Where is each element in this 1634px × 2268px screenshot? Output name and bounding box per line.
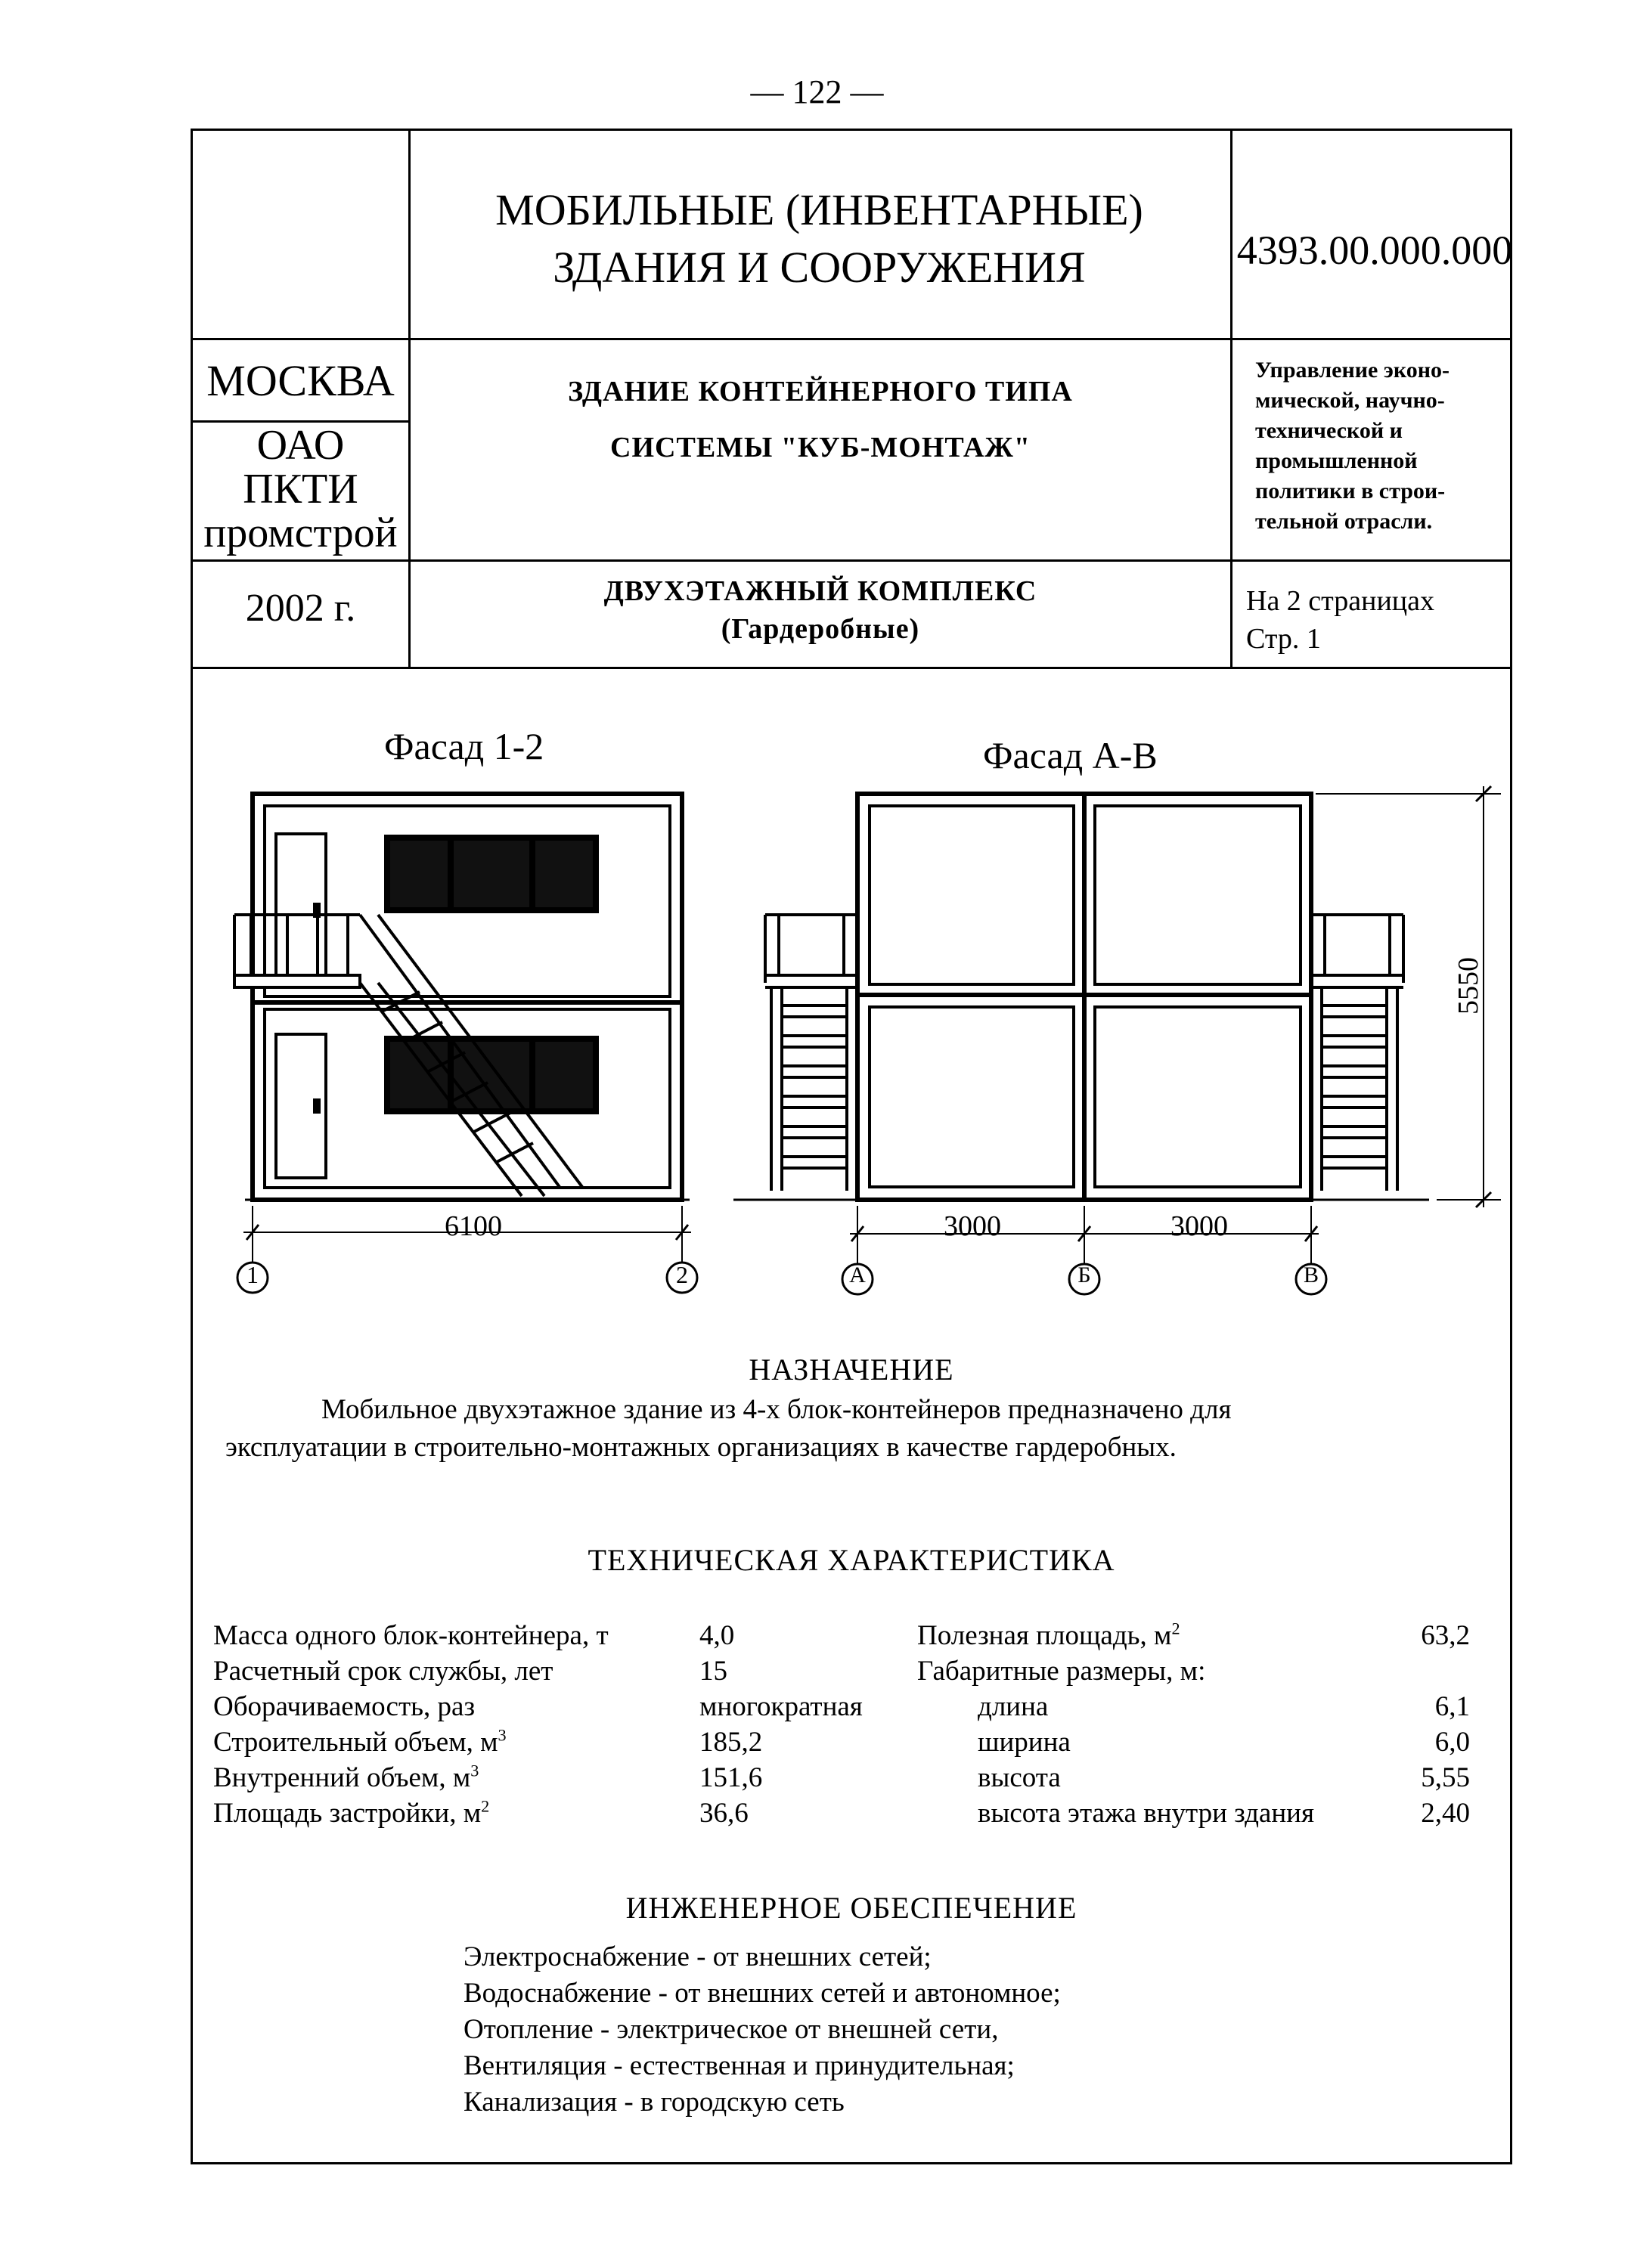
- engineering-item: Отопление - электрическое от внешней сети,: [464, 2014, 999, 2045]
- series-title-line: ЗДАНИЯ И СООРУЖЕНИЯ: [553, 243, 1086, 292]
- engineering-item: Вентиляция - естественная и принудительная;: [464, 2050, 1015, 2081]
- tech-right-labels: [917, 1618, 1314, 1831]
- document-code: 4393.00.000.000: [1236, 228, 1513, 273]
- department-line: технической и: [1255, 418, 1403, 443]
- org-line: ПКТИ: [243, 466, 358, 513]
- purpose-line: эксплуатации в строительно-монтажных организациях в качестве гардеробных.: [225, 1432, 1177, 1463]
- facade-a-v-drawing: [733, 786, 1501, 1294]
- engineering-item: Канализация - в городскую сеть: [464, 2087, 845, 2118]
- spec-label: ширина: [978, 1727, 1071, 1758]
- spec-value: 63,2: [1421, 1620, 1470, 1651]
- spec-label: Полезная площадь, $м^2$: [917, 1619, 1180, 1651]
- purpose-title: НАЗНАЧЕНИЕ: [749, 1352, 954, 1387]
- axis-v-marker: В: [1303, 1263, 1319, 1287]
- spec-value: 2,40: [1421, 1798, 1470, 1829]
- complex-subtitle: (Гардеробные): [721, 613, 920, 645]
- spec-value: 151,6: [699, 1762, 763, 1793]
- year-label: 2002 г.: [245, 587, 356, 630]
- spec-value: 36,6: [699, 1798, 749, 1829]
- dimension-5550: 5550: [1453, 957, 1484, 1015]
- tech-left-labels: [213, 1618, 609, 1831]
- tech-left-values: [699, 1618, 863, 1831]
- facade-a-v-label: Фасад А-В: [983, 734, 1158, 776]
- department-line: тельной отрасли.: [1255, 509, 1433, 534]
- department-line: мической, научно-: [1255, 388, 1445, 413]
- engineering-title: ИНЖЕНЕРНОЕ ОБЕСПЕЧЕНИЕ: [625, 1891, 1077, 1925]
- spec-value: 185,2: [699, 1727, 763, 1758]
- axis-a-marker: А: [849, 1263, 866, 1287]
- page-number: — 122 —: [750, 73, 884, 110]
- spec-label: Оборачиваемость, раз: [213, 1691, 476, 1722]
- tech-title: ТЕХНИЧЕСКАЯ ХАРАКТЕРИСТИКА: [588, 1543, 1115, 1577]
- department-line: политики в строи-: [1255, 479, 1446, 503]
- city-label: МОСКВА: [206, 356, 395, 405]
- tech-right-values: [1391, 1618, 1470, 1831]
- axis-1-marker: 1: [246, 1261, 259, 1288]
- spec-label: высота: [978, 1762, 1061, 1793]
- department-line: Управление эконо-: [1255, 358, 1450, 383]
- engineering-list: [464, 1939, 1061, 2121]
- org-line: промстрой: [203, 510, 398, 556]
- spec-label: Масса одного блок-контейнера, т: [213, 1620, 609, 1651]
- spec-label: Площадь застройки, $м^2$: [213, 1796, 490, 1829]
- series-title-line: МОБИЛЬНЫЕ (ИНВЕНТАРНЫЕ): [495, 185, 1143, 234]
- spec-value: 4,0: [699, 1620, 735, 1651]
- dimension-3000-b: 3000: [1170, 1210, 1228, 1242]
- spec-value: [1391, 1653, 1470, 1689]
- spec-label: Расчетный срок службы, лет: [213, 1656, 553, 1687]
- spec-value: 5,55: [1421, 1762, 1470, 1793]
- complex-title: ДВУХЭТАЖНЫЙ КОМПЛЕКС: [603, 575, 1037, 607]
- spec-value: 6,1: [1434, 1691, 1470, 1722]
- building-type-line: СИСТЕМЫ "КУБ-МОНТАЖ": [610, 432, 1031, 463]
- org-line: ОАО: [256, 422, 345, 469]
- building-type-line: ЗДАНИЕ КОНТЕЙНЕРНОГО ТИПА: [568, 376, 1073, 407]
- spec-value: 15: [699, 1656, 727, 1687]
- spec-label: Внутренний объем, $м^3$: [213, 1761, 479, 1793]
- spec-label: Габаритные размеры, м:: [917, 1656, 1206, 1687]
- spec-value: 6,0: [1434, 1727, 1470, 1758]
- purpose-line: Мобильное двухэтажное здание из 4-х блок-контейнеров предназначено для: [321, 1394, 1232, 1425]
- page-count-line: На 2 страницах: [1246, 585, 1434, 617]
- dimension-6100: 6100: [445, 1210, 502, 1242]
- axis-b-marker: Б: [1077, 1263, 1091, 1287]
- spec-label: высота этажа внутри здания: [978, 1798, 1314, 1829]
- spec-value: многократная: [699, 1691, 863, 1722]
- department-line: промышленной: [1255, 448, 1418, 473]
- dimension-3000-a: 3000: [944, 1210, 1001, 1242]
- facade-1-2-label: Фасад 1-2: [384, 725, 544, 767]
- engineering-item: Электроснабжение - от внешних сетей;: [464, 1941, 932, 1972]
- axis-2-marker: 2: [676, 1261, 688, 1288]
- spec-label: Строительный объем, $м^3$: [213, 1725, 507, 1758]
- page-count-line: Стр. 1: [1246, 623, 1321, 655]
- spec-label: длина: [978, 1691, 1049, 1722]
- engineering-item: Водоснабжение - от внешних сетей и автономное;: [464, 1978, 1061, 2009]
